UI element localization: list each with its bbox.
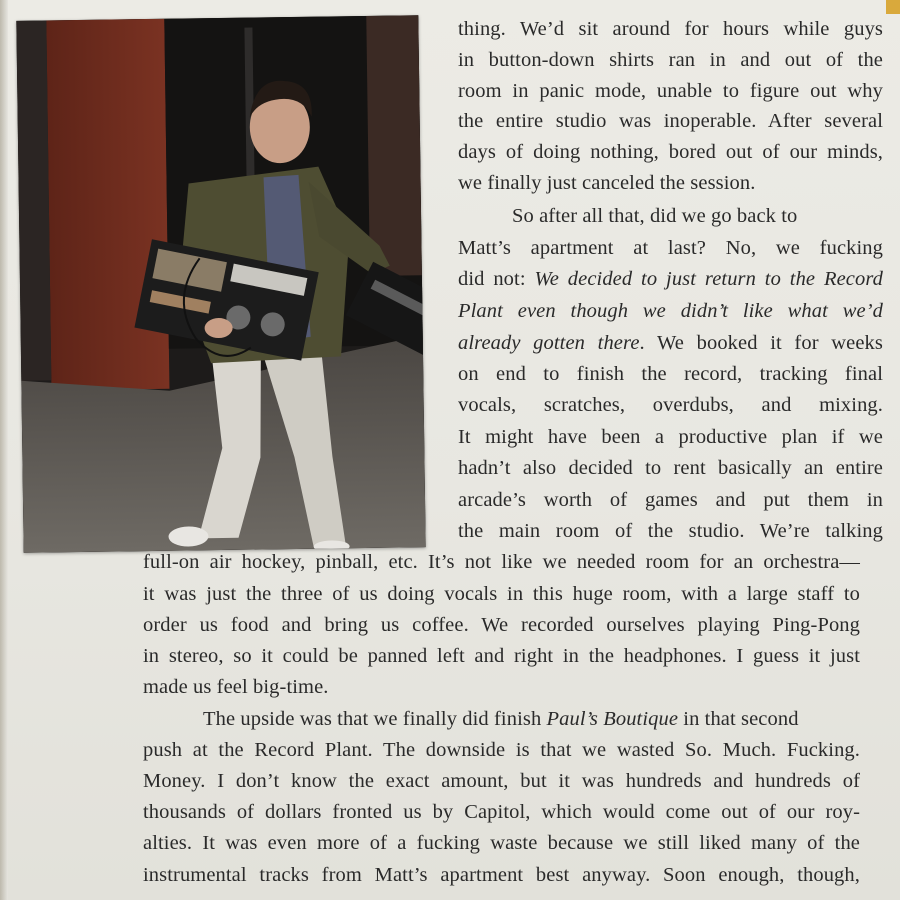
text-line xyxy=(458,332,883,355)
text-line xyxy=(458,110,883,133)
text-span: thousands of dollars fronted us by Capitol, which would come out of our roy- xyxy=(143,801,860,823)
text-span: It might have been a productive plan if we xyxy=(458,426,883,448)
text-span: in that second xyxy=(678,708,799,730)
text-span: it was just the three of us doing vocals in this huge room, with a large staff to xyxy=(143,583,860,605)
text-line xyxy=(458,18,883,41)
text-line xyxy=(458,457,883,480)
text-line xyxy=(143,801,860,824)
text-line xyxy=(203,708,860,731)
text-span: . We booked it for weeks xyxy=(639,332,883,354)
text-line xyxy=(458,394,883,417)
text-span: Money. I don’t know the exact amount, but it was hundreds and hundreds of xyxy=(143,770,860,792)
italic-text: We decided to just return to the Record xyxy=(534,268,883,290)
text-line xyxy=(458,172,883,195)
text-span: The upside was that we finally did finish xyxy=(203,708,547,730)
text-span: the main room of the studio. We’re talking xyxy=(458,520,883,542)
text-line xyxy=(143,832,860,855)
text-span: vocals, scratches, overdubs, and mixing. xyxy=(458,394,883,416)
text-span: in button-down shirts ran in and out of the xyxy=(458,49,883,71)
text-line xyxy=(143,864,860,887)
text-span: full-on air hockey, pinball, etc. It’s not like we needed room for an orchestra— xyxy=(143,551,860,573)
text-span: days of doing nothing, bored out of our minds, xyxy=(458,141,883,163)
text-span: in stereo, so it could be panned left and right in the headphones. I guess it just xyxy=(143,645,860,667)
text-span: So after all that, did we go back to xyxy=(512,205,798,227)
text-span: we finally just canceled the session. xyxy=(458,172,756,194)
italic-text: already gotten there xyxy=(458,332,640,354)
text-line xyxy=(458,268,883,291)
text-span: did not: xyxy=(458,268,535,290)
text-line xyxy=(143,739,860,762)
text-line xyxy=(143,676,860,699)
text-line xyxy=(458,489,883,512)
text-line xyxy=(458,363,883,386)
text-line xyxy=(458,426,883,449)
text-span: Matt’s apartment at last? No, we fucking xyxy=(458,237,883,259)
italic-text: Plant even though we didn’t like what we’d xyxy=(458,300,883,322)
text-line xyxy=(143,583,860,606)
text-line xyxy=(143,645,860,668)
text-span: hadn’t also decided to rent basically an entire xyxy=(458,457,883,479)
text-span: alties. It was even more of a fucking waste because we still liked many of the xyxy=(143,832,860,854)
text-line xyxy=(458,141,883,164)
text-span: arcade’s worth of games and put them in xyxy=(458,489,883,511)
text-span: on end to finish the record, tracking final xyxy=(458,363,883,385)
text-line xyxy=(458,237,883,260)
text-span: push at the Record Plant. The downside is that we wasted So. Much. Fucking. xyxy=(143,739,860,761)
text-line xyxy=(512,205,883,228)
text-span: order us food and bring us coffee. We recorded ourselves playing Ping-Pong xyxy=(143,614,860,636)
text-line xyxy=(458,300,883,323)
text-line xyxy=(458,49,883,72)
text-span: thing. We’d sit around for hours while guys xyxy=(458,18,883,40)
text-line xyxy=(458,520,883,543)
text-span: made us feel big-time. xyxy=(143,676,329,698)
italic-text: Paul’s Boutique xyxy=(546,708,679,730)
text-line xyxy=(143,770,860,793)
text-span: room in panic mode, unable to figure out why xyxy=(458,80,883,102)
text-line xyxy=(143,551,860,574)
text-line xyxy=(458,80,883,103)
text-line xyxy=(143,614,860,637)
text-span: instrumental tracks from Matt’s apartment best anyway. Soon enough, though, xyxy=(143,864,860,886)
text-span: the entire studio was inoperable. After several xyxy=(458,110,883,132)
